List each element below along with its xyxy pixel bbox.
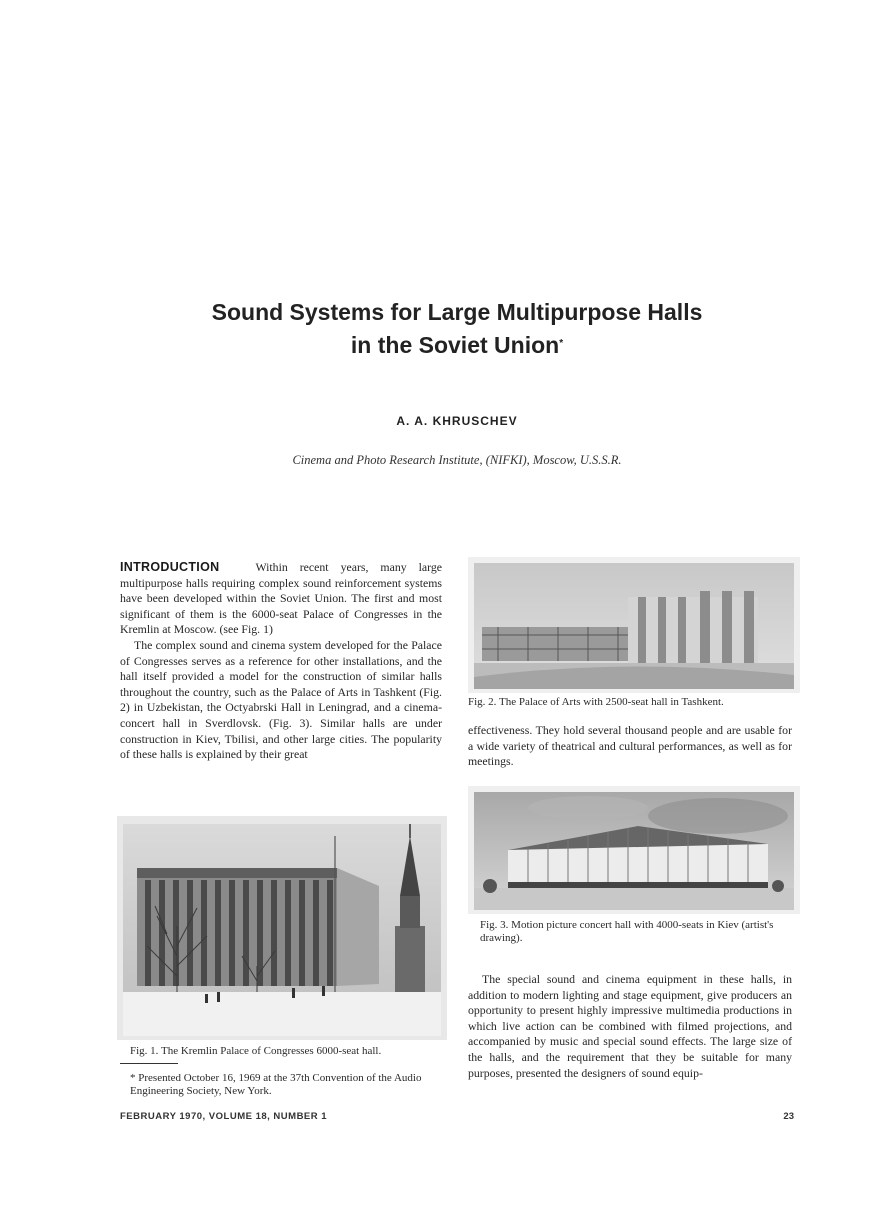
- title-footnote-mark: *: [559, 338, 564, 349]
- paragraph-3: effectiveness. They hold several thousand people and are usable for a wide variety of theatrical and cultural performances, as well as for meetings.: [468, 723, 792, 769]
- title-line-1: Sound Systems for Large Multipurpose Halls: [211, 299, 703, 325]
- left-column-text: [120, 560, 442, 763]
- title-line-2-text: in the Soviet Union: [350, 332, 560, 358]
- figure-2-photo: [468, 557, 800, 693]
- right-column-lower-text: [468, 972, 792, 1081]
- section-heading-introduction: INTRODUCTION: [120, 560, 220, 574]
- paragraph-2: The complex sound and cinema system developed for the Palace of Congresses serves as a reference for other installations, and the hall itself provided a model for the construction of similar halls throughout the country, such as the Palace of Arts in Tashkent (Fig. 2) in Uzbekistan, the Octyabrski Hall in Leningrad, and a cinema-concert hall in Sverdlovsk. (Fig. 3). Similar halls are under construction in Kiev, Tbilisi, and other large cities. The popularity of these halls is explained by their great: [120, 637, 442, 762]
- paragraph-intro: [120, 560, 442, 638]
- figure-3-caption: Fig. 3. Motion picture concert hall with 4000-seats in Kiev (artist's drawing).: [480, 919, 774, 944]
- paragraph-1-text: Within recent years, many large multipurpose halls requiring complex sound reinforcement systems have been developed within the Soviet Union. The first and most significant of them is the 6000-seat Palace of Congresses in the Kremlin at Moscow. (see Fig. 1): [120, 560, 442, 637]
- article-title: [120, 296, 794, 362]
- figure-2-caption: Fig. 2. The Palace of Arts with 2500-seat hall in Tashkent.: [468, 696, 724, 708]
- journal-issue-footer: FEBRUARY 1970, VOLUME 18, NUMBER 1: [120, 1111, 328, 1122]
- figure-3-photo: [468, 786, 800, 914]
- footnote-divider: [120, 1063, 178, 1064]
- footnote-text: * Presented October 16, 1969 at the 37th Convention of the Audio Engineering Society, New York.: [130, 1072, 422, 1097]
- figure-1-photo: [117, 816, 447, 1040]
- page-number: 23: [783, 1111, 794, 1122]
- title-line-2: [120, 329, 794, 362]
- figure-1-caption: Fig. 1. The Kremlin Palace of Congresses 6000-seat hall.: [130, 1045, 382, 1057]
- paragraph-4: The special sound and cinema equipment in these halls, in addition to modern lighting and stage equipment, give producers an opportunity to present highly impressive multimedia productions in which live action can be combined with filmed projections, and accompanied by music and special sound effects. The large size of the halls, and the requirement that they be suitable for many purposes, presented the designers of sound equip-: [468, 972, 792, 1080]
- author-affiliation: Cinema and Photo Research Institute, (NIFKI), Moscow, U.S.S.R.: [292, 453, 622, 467]
- right-column-upper-text: [468, 723, 792, 770]
- author-name: A. A. KHRUSCHEV: [396, 414, 518, 428]
